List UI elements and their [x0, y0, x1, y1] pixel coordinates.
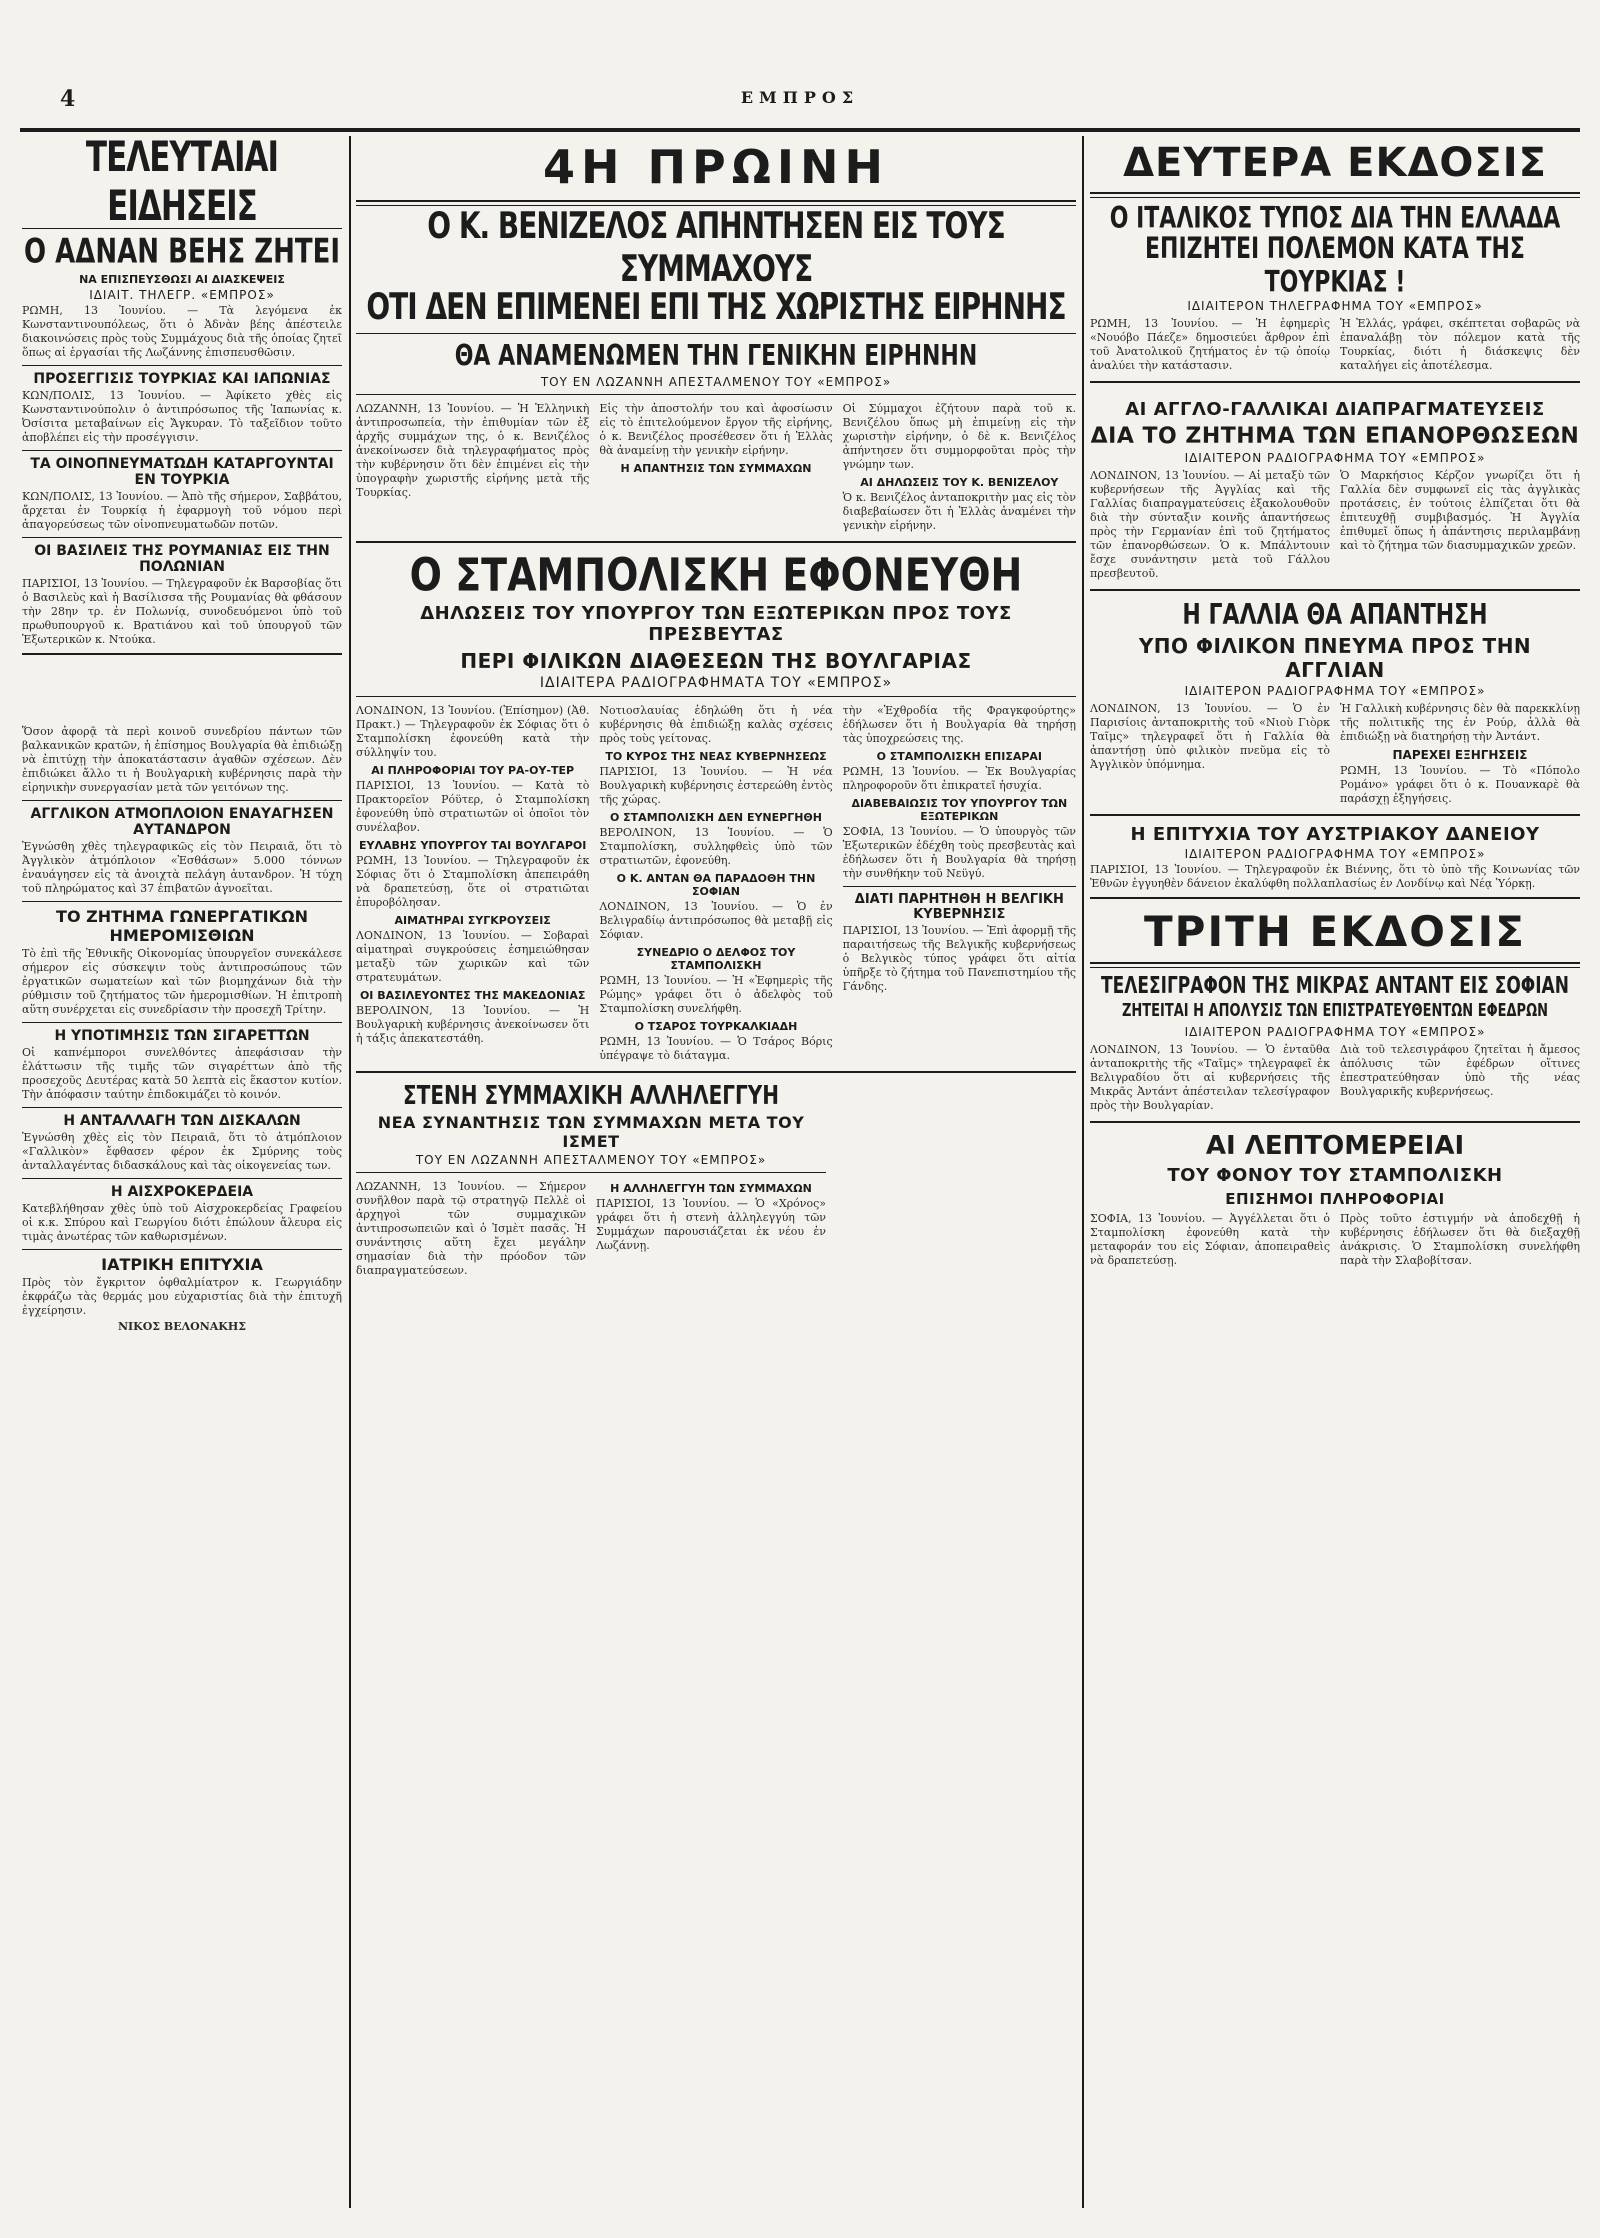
divider: [1090, 1121, 1580, 1123]
top-strip: [20, 86, 1580, 122]
details-text-b: Πρὸς τοῦτο ἐστιγμήν νὰ ἀποδεχθῇ ἡ κυβέρνησις ἐδήλωσεν ὅτι θὰ διεξαχθῇ ἀνάκρισις. Ὁ Σταμπολίσκη συνελήφθη παρὰ τὴν Σλαβοβίτσαν.: [1340, 1212, 1580, 1267]
friendly-spirit-head: ΥΠΟ ΦΙΛΙΚΟΝ ΠΝΕΥΜΑ ΠΡΟΣ ΤΗΝ ΑΓΓΛΙΑΝ: [1138, 634, 1532, 682]
story1-text: ΡΩΜΗ, 13 Ἰουνίου. — Τὰ λεγόμενα ἐκ Κωνσταντινουπόλεως, ὅτι ὁ Ἀδνὰν βέης ἀπέστειλε διακοινώσεις πρὸς τοὺς Συμμάχους διὰ τῆς ὁποίας ζητεῖ ὅπως αἱ ἐργασίαι τῆς Λωζάννης ἐπισπευσθῶσιν.: [22, 304, 342, 359]
stam-text: ΛΟΝΔΙΝΟΝ, 13 Ἰουνίου. — Ὁ ἐν Βελιγραδίῳ ἀντιπρόσωπος θὰ μεταβῇ εἰς Σόφιαν.: [599, 900, 833, 941]
stam-col-1: [356, 702, 589, 1065]
lead-text-c: Οἱ Σύμμαχοι ἐζήτουν παρὰ τοῦ κ. Βενιζέλου ὅπως μὴ ἐπιμείνῃ εἰς τὴν χωριστὴν εἰρήνην, ὁ δὲ κ. Βενιζέλος ἀπήντησεν ὅτι συμμορφοῦται πρὸς τὴν γνώμην των.: [842, 402, 1076, 471]
reparations-text-a: ΛΟΝΔΙΝΟΝ, 13 Ἰουνίου. — Αἱ μεταξὺ τῶν κυβερνήσεων τῆς Ἀγγλίας καὶ τῆς Γαλλίας διαπραγματεύσεις ἐξακολουθοῦν διὰ τὴν σύνταξιν κοινῆς ἀπαντήσεως πρὸς τὴν Γερμανίαν ἐπὶ τοῦ ζητήματος τῶν ἐπανορθώσεων. Ὁ κ. Μπάλντουιν ἔσχε συνάντησιν μετὰ τοῦ Γάλλου πρεσβευτοῦ.: [1090, 469, 1330, 580]
divider: [1090, 897, 1580, 899]
story7-head: Η ΥΠΟΤΙΜΗΣΙΣ ΤΩΝ ΣΙΓΑΡΕΤΤΩΝ: [54, 1028, 310, 1044]
divider: [1090, 381, 1580, 383]
austrian-loan-text: ΠΑΡΙΣΙΟΙ, 13 Ἰουνίου. — Τηλεγραφοῦν ἐκ Βιέννης, ὅτι τὸ ὑπὸ τῆς Κοινωνίας τῶν Ἐθνῶν ἐγγυηθὲν δάνειον ἐκαλύφθη πολλαπλασίως ἐν Λονδίνῳ καὶ Νέᾳ Ὑόρκῃ.: [1090, 863, 1580, 890]
stam-text: ΒΕΡΟΛΙΝΟΝ, 13 Ἰουνίου. — Ἡ Βουλγαρικὴ κυβέρνησις ἀνεκοίνωσεν ὅτι ἡ τάξις ἀπεκατεστάθη.: [356, 1004, 590, 1045]
france-text-c: ΡΩΜΗ, 13 Ἰουνίου. — Τὸ «Πόπολο Ρομάνο» γράφει ὅτι ὁ κ. Πουανκαρὲ θὰ παράσχῃ ἐξηγήσεις.: [1340, 764, 1580, 805]
ultimatum-text-b: Διὰ τοῦ τελεσιγράφου ζητεῖται ἡ ἄμεσος ἀπόλυσις τῶν ἐφέδρων οἵτινες ἐπεστρατεύθησαν ὑπὸ τῆς νέας Βουλγαρικῆς κυβερνήσεως.: [1340, 1043, 1580, 1098]
masthead: ΕΜΠΡΟΣ: [740, 88, 860, 107]
details-head: ΑΙ ΛΕΠΤΟΜΕΡΕΙΑΙ: [1205, 1131, 1465, 1161]
divider: [22, 537, 342, 538]
story9-head: Η ΑΙΣΧΡΟΚΕΡΔΕΙΑ: [110, 1184, 254, 1200]
divider: [22, 1178, 342, 1179]
divider: [356, 394, 1076, 395]
stam-sub: ΑΙ ΠΛΗΡΟΦΟΡΙΑΙ ΤΟΥ ΡΑ-ΟΥ-ΤΕΡ: [371, 764, 575, 777]
reservists-head: ΖΗΤΕΙΤΑΙ Η ΑΠΟΛΥΣΙΣ ΤΩΝ ΕΠΙΣΤΡΑΤΕΥΘΕΝΤΩΝ ΕΦΕΔΡΩΝ: [1121, 1001, 1549, 1022]
story1-sub: ΝΑ ΕΠΙΣΠΕΥΣΘΩΣΙ ΑΙ ΔΙΑΣΚΕΨΕΙΣ: [79, 273, 285, 286]
headline-general-peace: ΘΑ ΑΝΑΜΕΝΩΜΕΝ ΤΗΝ ΓΕΝΙΚΗΝ ΕΙΡΗΝΗΝ: [454, 340, 978, 373]
stam-text: ΡΩΜΗ, 13 Ἰουνίου. — Ἐκ Βουλγαρίας πληροφοροῦν ὅτι ἐπικρατεῖ ἡσυχία.: [842, 765, 1076, 792]
story10-head: ΙΑΤΡΙΚΗ ΕΠΙΤΥΧΙΑ: [101, 1255, 263, 1274]
headline-solidarity: ΣΤΕΝΗ ΣΥΜΜΑΧΙΚΗ ΑΛΛΗΛΕΓΓΥΗ: [403, 1079, 779, 1111]
france-text-b: Ἡ Γαλλικὴ κυβέρνησις δὲν θὰ παρεκκλίνῃ τῆς πολιτικῆς της ἐν Ρούρ, ἀλλὰ θὰ ἐπιδιώξῃ νὰ διατηρήσῃ τὴν Ἀντάντ.: [1340, 702, 1580, 743]
stam-text: ΡΩΜΗ, 13 Ἰουνίου. — Ὁ Τσάρος Βόρις ὑπέγραψε τὸ διάταγμα.: [599, 1035, 833, 1062]
stam-sub: Ο ΣΤΑΜΠΟΛΙΣΚΗ ΔΕΝ ΕΥΝΕΡΓΗΘΗ: [609, 811, 822, 824]
divider: [356, 541, 1076, 543]
divider: [22, 365, 342, 366]
stam-sub: ΔΙΑΤΙ ΠΑΡΗΤΗΘΗ Η ΒΕΛΓΙΚΗ ΚΥΒΕΡΝΗΣΙΣ: [854, 892, 1064, 922]
divider: [1090, 192, 1580, 198]
anglo-french-head: ΑΙ ΑΓΓΛΟ-ΓΑΛΛΙΚΑΙ ΔΙΑΠΡΑΓΜΑΤΕΥΣΕΙΣ: [1125, 399, 1545, 420]
column-rule: [349, 136, 351, 2208]
divider: [22, 901, 342, 902]
story2-text: ΚΩΝ/ΠΟΛΙΣ, 13 Ἰουνίου. — Ἀφίκετο χθὲς εἰς Κωνσταντινούπολιν ὁ ἀντιπρόσωπος τῆς Ἰαπωνίας κ. Ὀσίσιτα μεταβαίνων εἰς Ἄγκυραν. Τὸ ταξεῖδιον τοῦτο ἀποβλέπει εἰς τὴν προσέγγισιν.: [22, 389, 342, 444]
divider: [22, 1249, 342, 1250]
headline-statements: ΔΗΛΩΣΕΙΣ ΤΟΥ ΥΠΟΥΡΓΟΥ ΤΩΝ ΕΞΩΤΕΡΙΚΩΝ ΠΡΟΣ ΤΟΥΣ ΠΡΕΣΒΕΥΤΑΣ: [420, 603, 1012, 645]
stam-text: ΡΩΜΗ, 13 Ἰουνίου. — Τηλεγραφοῦν ἐκ Σόφιας ὅτι ὁ Σταμπολίσκη ἀπεπειράθη νὰ δραπετεύσῃ, ὅτε οἱ στρατιῶται ἐπυροβόλησαν.: [356, 854, 590, 909]
lower-text-b: ΠΑΡΙΣΙΟΙ, 13 Ἰουνίου. — Ὁ «Χρόνος» γράφει ὅτι ἡ στενὴ ἀλληλεγγύη τῶν Συμμάχων παρουσιάζεται ἐκ νέου ἐν Λωζάννῃ.: [596, 1197, 826, 1252]
stam-sub: ΑΙΜΑΤΗΡΑΙ ΣΥΓΚΡΟΥΣΕΙΣ: [394, 914, 551, 927]
lead-sub-a: Η ΑΠΑΝΤΗΣΙΣ ΤΩΝ ΣΥΜΜΑΧΩΝ: [620, 462, 812, 475]
stam-sub: ΟΙ ΒΑΣΙΛΕΥΟΝΤΕΣ ΤΗΣ ΜΑΚΕΔΟΝΙΑΣ: [359, 989, 586, 1002]
stam-sub: ΔΙΑΒΕΒΑΙΩΣΙΣ ΤΟΥ ΥΠΟΥΡΓΟΥ ΤΩΝ ΕΞΩΤΕΡΙΚΩΝ: [851, 797, 1068, 823]
italian-text-b: Ἡ Ἑλλάς, γράφει, σκέπτεται σοβαρῶς νὰ ἐπαναλάβῃ τὸν πόλεμον κατὰ τῆς Τουρκίας, διότι ἡ διάσκεψις δὲν καταλήγει εἰς ἀποτέλεσμα.: [1340, 317, 1580, 372]
story7-text: Οἱ καπνέμποροι συνελθόντες ἀπεφάσισαν τὴν ἐλάττωσιν τῆς τιμῆς τῶν σιγαρέττων ἀπὸ τῆς προσεχοῦς Δευτέρας κατὰ 50 λεπτὰ εἰς ἕκαστον κυτίον. Τὴν ἀπόφασιν ταύτην ἐπιδοκιμάζει τὸ κοινόν.: [22, 1046, 342, 1101]
third-edition-title: ΤΡΙΤΗ ΕΚΔΟΣΙΣ: [1144, 907, 1526, 956]
italian-press-head: Ο ΙΤΑΛΙΚΟΣ ΤΥΠΟΣ ΔΙΑ ΤΗΝ ΕΛΛΑΔΑ: [1109, 201, 1561, 236]
stam-text: ΠΑΡΙΣΙΟΙ, 13 Ἰουνίου. — Ἡ νέα Βουλγαρικὴ κυβέρνησις ἐστερεώθη ἐντὸς τῆς χώρας.: [599, 765, 833, 806]
byline-radiogram: ΙΔΙΑΙΤΕΡΟΝ ΡΑΔΙΟΓΡΑΦΗΜΑ ΤΟΥ «ΕΜΠΡΟΣ»: [1184, 684, 1486, 698]
stam-text: ΠΑΡΙΣΙΟΙ, 13 Ἰουνίου. — Κατὰ τὸ Πρακτορεῖον Ρόϋτερ, ὁ Σταμπολίσκη ἐφονεύθη ὑπὸ στρατιωτῶν οἱ ὁποῖοι τὸν συνέλαβον.: [356, 779, 590, 834]
story6-head: ΤΟ ΖΗΤΗΜΑ ΓΩΝΕΡΓΑΤΙΚΩΝ ΗΜΕΡΟΜΙΣΘΙΩΝ: [56, 907, 308, 945]
lead-text-b: Εἰς τὴν ἀποστολήν του καὶ ἀφοσίωσιν εἰς τὸ ἐπιτελούμενον ἔργον τῆς εἰρήνης, ὁ κ. Βενιζέλος προσέθεσεν ὅτι ἡ Ἑλλὰς θὰ ἀναμείνῃ τὴν γενικὴν εἰρήνην.: [599, 402, 833, 457]
stam-sub: Ο ΣΤΑΜΠΟΛΙΣΚΗ ΕΠΙΣΑΡΑΙ: [876, 750, 1043, 763]
story4-text: ΠΑΡΙΣΙΟΙ, 13 Ἰουνίου. — Τηλεγραφοῦν ἐκ Βαρσοβίας ὅτι ὁ Βασιλεὺς καὶ ἡ Βασίλισσα τῆς Ρουμανίας θὰ φθάσουν τὴν 28ην τρ. ἐν Πολωνίᾳ, συνοδευόμενοι ὑπὸ τοῦ πρωθυπουργοῦ κ. Βρατιάνου καὶ τοῦ ὑπουργοῦ τῶν Ἐξωτερικῶν κ. Ντούκα.: [22, 577, 342, 646]
story1-dateline: ΙΔΙΑΙΤ. ΤΗΛΕΓΡ. «ΕΜΠΡΟΣ»: [89, 288, 275, 302]
divider: [1090, 589, 1580, 591]
byline-radiograms: ΙΔΙΑΙΤΕΡΑ ΡΑΔΙΟΓΡΑΦΗΜΑΤΑ ΤΟΥ «ΕΜΠΡΟΣ»: [539, 675, 893, 691]
byline-lausanne: ΤΟΥ ΕΝ ΛΩΖΑΝΝΗ ΑΠΕΣΤΑΛΜΕΝΟΥ ΤΟΥ «ΕΜΠΡΟΣ»: [540, 375, 892, 389]
divider: [356, 1071, 1076, 1073]
france-text-a: ΛΟΝΔΙΝΟΝ, 13 Ἰουνίου. — Ὁ ἐν Παρισίοις ἀνταποκριτὴς τοῦ «Νιοὺ Γιὸρκ Ταῖμς» τηλεγραφεῖ ὅτι ἡ Γαλλία θὰ ἀπαντήσῃ ὑπὸ φιλικὸν πνεῦμα εἰς τὸ Ἀγγλικὸν ὑπόμνημα.: [1090, 702, 1330, 771]
murder-head: ΤΟΥ ΦΟΝΟΥ ΤΟΥ ΣΤΑΜΠΟΛΙΣΚΗ: [1167, 1165, 1503, 1186]
story5-text: Ἐγνώσθη χθὲς τηλεγραφικῶς εἰς τὸν Πειραιᾶ, ὅτι τὸ Ἀγγλικὸν ἀτμόπλοιον «Ἐσθάσων» 5.000 τόννων ἐναυάγησεν εἰς τὰ ἀνοιχτὰ πελάγη ἀυτανδρον. Ἡ τύχη τοῦ πληρώματος καὶ 37 ἐπιβατῶν ἀγνοεῖται.: [22, 840, 342, 895]
divider: [356, 333, 1076, 334]
divider: [22, 653, 342, 655]
story10-text: Πρὸς τὸν ἔγκριτον ὀφθαλμίατρον κ. Γεωργιάδην ἐκφράζω τὰς θερμάς μου εὐχαριστίας διὰ τὴν ἐπιτυχῆ ἐγχείρησιν.: [22, 1276, 342, 1317]
story3-head: ΤΑ ΟΙΝΟΠΝΕΥΜΑΤΩΔΗ ΚΑΤΑΡΓΟΥΝΤΑΙ ΕΝ ΤΟΥΡΚΙΑ: [30, 456, 334, 488]
details-text-a: ΣΟΦΙΑ, 13 Ἰουνίου. — Ἀγγέλλεται ὅτι ὁ Σταμπολίσκη ἐφονεύθη κατὰ τὴν μεταφοράν του εἰς Σόφιαν, ἀποπειραθεὶς νὰ δραπετεύσῃ.: [1090, 1212, 1330, 1267]
stam-text: ΡΩΜΗ, 13 Ἰουνίου. — Ἡ «Ἐφημερὶς τῆς Ρώμης» γράφει ὅτι ὁ ἀδελφὸς τοῦ Σταμπολίσκη συνελήφθη.: [599, 974, 833, 1015]
stam-col-3: [843, 702, 1076, 1065]
divider: [22, 800, 342, 801]
edition-title: 4Η ΠΡΩΙΝΗ: [543, 140, 889, 194]
byline-lausanne-2: ΤΟΥ ΕΝ ΛΩΖΑΝΝΗ ΑΠΕΣΤΑΛΜΕΝΟΥ ΤΟΥ «ΕΜΠΡΟΣ»: [415, 1153, 767, 1167]
story3-text: ΚΩΝ/ΠΟΛΙΣ, 13 Ἰουνίου. — Ἀπὸ τῆς σήμερον, Σαββάτου, ἄρχεται ἐν Τουρκίᾳ ἡ ἐφαρμογὴ τοῦ νόμου περὶ ἀπαγορεύσεως τῶν οἰνοπνευματωδῶν ποτῶν.: [22, 490, 342, 531]
stam-col-2: [599, 702, 832, 1065]
lead-text-d: Ὁ κ. Βενιζέλος ἀνταποκριτὴν μας εἰς τὸν διαβεβαίωσεν ὅτι ἡ Ἑλλὰς ἀναμένει τὴν γενικὴν εἰρήνην.: [842, 491, 1076, 532]
ultimatum-head: ΤΕΛΕΣΙΓΡΑΦΟΝ ΤΗΣ ΜΙΚΡΑΣ ΑΝΤΑΝΤ ΕΙΣ ΣΟΦΙΑΝ: [1101, 972, 1569, 1000]
lower-sub: Η ΑΛΛΗΛΕΓΓΥΗ ΤΩΝ ΣΥΜΜΑΧΩΝ: [610, 1182, 812, 1195]
story5-head: ΑΓΓΛΙΚΟΝ ΑΤΜΟΠΛΟΙΟΝ ΕΝΑΥΑΓΗΣΕΝ ΑΥΤΑΝΔΡΟΝ: [30, 806, 334, 838]
byline-radiogram: ΙΔΙΑΙΤΕΡΟΝ ΡΑΔΙΟΓΡΑΦΗΜΑ ΤΟΥ «ΕΜΠΡΟΣ»: [1184, 847, 1486, 861]
italian-text-a: ΡΩΜΗ, 13 Ἰουνίου. — Ἡ ἐφημερὶς «Νουόβο Πάεζε» δημοσιεύει ἄρθρον ἐπὶ τοῦ Ἀνατολικοῦ ζητήματος ἐν τῷ ὁποίῳ ἀναλύει τὴν κατάστασιν.: [1090, 317, 1330, 372]
official-info-head: ΕΠΙΣΗΜΟΙ ΠΛΗΡΟΦΟΡΙΑΙ: [1225, 1190, 1445, 1208]
column-rule: [1082, 136, 1084, 2208]
lead-text-a: ΛΩΖΑΝΝΗ, 13 Ἰουνίου. — Ἡ Ἑλληνικὴ ἀντιπροσωπεία, τὴν ἐπιθυμίαν τῶν ἐξ ἀρχῆς συμμάχων της, ὁ κ. Βενιζέλος ἀνεκοίνωσεν διὰ τηλεγραφήματος πρὸς τὴν κυβέρνησιν ὅτι δὲν ἐπιμένει εἰς τὴν ὑπογραφὴν χωριστῆς εἰρήνης μετὰ τῆς Τουρκίας.: [356, 402, 590, 499]
story10-signature: ΝΙΚΟΣ ΒΕΛΟΝΑΚΗΣ: [117, 1320, 247, 1333]
latest-news-title: ΤΕΛΕΥΤΑΙΑΙ ΕΙΔΗΣΕΙΣ: [85, 136, 279, 231]
byline-radiogram: ΙΔΙΑΙΤΕΡΟΝ ΡΑΔΙΟΓΡΑΦΗΜΑ ΤΟΥ «ΕΜΠΡΟΣ»: [1184, 451, 1486, 465]
story2-head: ΠΡΟΣΕΓΓΙΣΙΣ ΤΟΥΡΚΙΑΣ ΚΑΙ ΙΑΠΩΝΙΑΣ: [33, 371, 331, 387]
stam-sub: ΕΥΛΑΒΗΣ ΥΠΟΥΡΓΟΥ ΤΑΙ ΒΟΥΛΓΑΡΟΙ: [359, 839, 587, 852]
column-left: [22, 136, 342, 2208]
stam-sub: ΤΟ ΚΥΡΟΣ ΤΗΣ ΝΕΑΣ ΚΥΒΕΡΝΗΣΕΩΣ: [605, 750, 827, 763]
divider: [843, 886, 1076, 887]
divider: [1090, 962, 1580, 968]
stam-sub: ΣΥΝΕΔΡΙΟ Ο ΔΕΛΦΟΣ ΤΟΥ ΣΤΑΜΠΟΛΙΣΚΗ: [636, 946, 796, 972]
story4-head: ΟΙ ΒΑΣΙΛΕΙΣ ΤΗΣ ΡΟΥΜΑΝΙΑΣ ΕΙΣ ΤΗΝ ΠΟΛΩΝΙΑΝ: [34, 543, 330, 575]
reparations-text-b: Ὁ Μαρκήσιος Κέρζον γνωρίζει ὅτι ἡ Γαλλία δὲν συμφωνεῖ εἰς τὰς ἀγγλικὰς προτάσεις, ἐν τούτοις ἐλπίζεται ὅτι θὰ ἐπιτευχθῇ συμβιβασμός. Ἡ Ἀγγλία ἐπιθυμεῖ ὅπως ἡ ἀπάντησις περιλαμβάνῃ καὶ τὸ ζήτημα τῶν διασυμμαχικῶν χρεῶν.: [1340, 469, 1580, 552]
story8-text: Ἐγνώσθη χθὲς εἰς τὸν Πειραιᾶ, ὅτι τὸ ἀτμόπλοιον «Γαλλικὸν» ἔφθασεν φέρον ἐκ Σμύρνης τοὺς ἀνταλλαγέντας διδασκάλους καὶ τὰς οἰκογενείας των.: [22, 1131, 342, 1172]
top-rule: [20, 128, 1580, 132]
lead-sub-b: ΑΙ ΔΗΛΩΣΕΙΣ ΤΟΥ Κ. ΒΕΝΙΖΕΛΟΥ: [860, 476, 1059, 489]
headline-venizelos: Ο Κ. ΒΕΝΙΖΕΛΟΣ ΑΠΗΝΤΗΣΕΝ ΕΙΣ ΤΟΥΣ ΣΥΜΜΑΧΟΥΣ: [427, 204, 1005, 290]
austrian-loan-head: Η ΕΠΙΤΥΧΙΑ ΤΟΥ ΑΥΣΤΡΙΑΚΟΥ ΔΑΝΕΙΟΥ: [1130, 824, 1540, 845]
headline-bulgaria: ΠΕΡΙ ΦΙΛΙΚΩΝ ΔΙΑΘΕΣΕΩΝ ΤΗΣ ΒΟΥΛΓΑΡΙΑΣ: [460, 649, 972, 673]
divider: [22, 1107, 342, 1108]
divider: [22, 450, 342, 451]
page-number: 4: [60, 86, 76, 112]
opinion-text: Ὅσον ἀφορᾷ τὰ περὶ κοινοῦ συνεδρίου πάντων τῶν βαλκανικῶν κρατῶν, ἡ ἐπίσημος Βουλγαρία θὰ ἐπιδιώξῃ νὰ ἐπιτύχῃ τὴν ἀποκατάστασιν ἀγαθῶν σχέσεων. Δὲν ἐπιδιώκει ἄλλο τι ἡ Βουλγαρικὴ κυβέρνησις παρὰ τὴν εἰρηνικὴν συνεργασίαν μετὰ τῶν γειτόνων της.: [22, 725, 342, 794]
column-right: [1090, 136, 1580, 2208]
divider: [356, 1172, 826, 1173]
byline-telegram: ΙΔΙΑΙΤΕΡΟΝ ΤΗΛΕΓΡΑΦΗΜΑ ΤΟΥ «ΕΜΠΡΟΣ»: [1187, 299, 1483, 313]
headline-separate-peace: ΟΤΙ ΔΕΝ ΕΠΙΜΕΝΕΙ ΕΠΙ ΤΗΣ ΧΩΡΙΣΤΗΣ ΕΙΡΗΝΗΣ: [366, 285, 1066, 328]
stam-sub: Ο ΤΣΑΡΟΣ ΤΟΥΡΚΑΛΚΙΑΔΗ: [634, 1020, 798, 1033]
explanations-sub: ΠΑΡΕΧΕΙ ΕΞΗΓΗΣΕΙΣ: [1392, 748, 1528, 762]
headline-stamboliyski: Ο ΣΤΑΜΠΟΛΙΣΚΗ ΕΦΟΝΕΥΘΗ: [409, 548, 1023, 602]
stam-text: ΠΑΡΙΣΙΟΙ, 13 Ἰουνίου. — Ἐπὶ ἀφορμῇ τῆς παραιτήσεως τῆς Βελγικῆς κυβερνήσεως ὁ Βελγικὸς τύπος γράφει ὅτι αἰτία ὑπῆρξε τὸ ζήτημα τοῦ Πανεπιστημίου τῆς Γάνδης.: [842, 924, 1076, 993]
story6-text: Τὸ ἐπὶ τῆς Ἐθνικῆς Οἰκονομίας ὑπουργεῖον συνεκάλεσε σήμερον εἰς σύσκεψιν τοὺς ἀντιπροσώπους τῶν ἐργατικῶν σωματείων καὶ τῶν βιομηχάνων διὰ τὴν ρύθμισιν τοῦ ζητήματος τῶν ἡμερομισθίων. Ἡ ἐπιτροπὴ αὕτη συνέρχεται εἰς συνεδρίασιν τὴν προσεχῆ Τρίτην.: [22, 947, 342, 1016]
divider: [1090, 814, 1580, 816]
stam-text: Νοτιοσλαυίας ἐδηλώθη ὅτι ἡ νέα κυβέρνησις θὰ ἐπιδιώξῃ καλὰς σχέσεις πρὸς τοὺς γείτονας.: [599, 704, 833, 745]
reparations-head: ΔΙΑ ΤΟ ΖΗΤΗΜΑ ΤΩΝ ΕΠΑΝΟΡΘΩΣΕΩΝ: [1090, 424, 1580, 449]
lead-story: [356, 400, 1076, 535]
second-edition-title: ΔΕΥΤΕΡΑ ΕΚΔΟΣΙΣ: [1123, 140, 1547, 186]
stam-sub: Ο Κ. ΑΝΤΑΝ ΘΑ ΠΑΡΑΔΟΘΗ ΤΗΝ ΣΟΦΙΑΝ: [616, 872, 816, 898]
stam-text: ΣΟΦΙΑ, 13 Ἰουνίου. — Ὁ ὑπουργὸς τῶν Ἐξωτερικῶν ἐδέχθη τοὺς πρεσβευτὰς καὶ ἐδήλωσεν ὅτι ἡ Βουλγαρία θὰ τηρήσῃ τὴν συνθήκην τοῦ Νεϋγύ.: [842, 825, 1076, 880]
story8-head: Η ΑΝΤΑΛΛΑΓΗ ΤΩΝ ΔΙΣΚΑΛΩΝ: [63, 1113, 301, 1129]
divider: [22, 1022, 342, 1023]
divider: [356, 696, 1076, 697]
war-turkey-head: ΕΠΙΖΗΤΕΙ ΠΟΛΕΜΟΝ ΚΑΤΑ ΤΗΣ ΤΟΥΡΚΙΑΣ !: [1145, 232, 1525, 300]
stamboliyski-story: [356, 702, 1076, 1065]
lower-story: [356, 1079, 826, 1280]
story9-text: Κατεβλήθησαν χθὲς ὑπὸ τοῦ Αἰσχροκερδείας Γραφείου οἱ κ.κ. Σπύρου καὶ Γεωργίου διότι ἐπώλουν ἄλευρα εἰς τιμὰς ἀνωτέρας τῶν καθωρισμένων.: [22, 1202, 342, 1243]
ultimatum-text-a: ΛΟΝΔΙΝΟΝ, 13 Ἰουνίου. — Ὁ ἐνταῦθα ἀνταποκριτὴς τῆς «Ταῖμς» τηλεγραφεῖ ἐκ Βελιγραδίου ὅτι αἱ κυβερνήσεις τῆς Μικρᾶς Ἀντάντ ἀπέστειλαν τελεσίγραφον πρὸς τὴν Βουλγαρίαν.: [1090, 1043, 1330, 1112]
headline-ismet: ΝΕΑ ΣΥΝΑΝΤΗΣΙΣ ΤΩΝ ΣΥΜΜΑΧΩΝ ΜΕΤΑ ΤΟΥ ΙΣΜΕΤ: [377, 1113, 805, 1151]
story1-head: Ο ΑΔΝΑΝ ΒΕΗΣ ΖΗΤΕΙ: [23, 232, 341, 272]
stam-text: ΒΕΡΟΛΙΝΟΝ, 13 Ἰουνίου. — Ὁ Σταμπολίσκη, συλληφθεὶς ὑπὸ τῶν στρατιωτῶν, ἐφονεύθη.: [599, 826, 833, 867]
byline-radiogram: ΙΔΙΑΙΤΕΡΟΝ ΡΑΔΙΟΓΡΑΦΗΜΑ ΤΟΥ «ΕΜΠΡΟΣ»: [1184, 1025, 1486, 1039]
lower-text-a: ΛΩΖΑΝΝΗ, 13 Ἰουνίου. — Σήμερον συνῆλθον παρὰ τῷ στρατηγῷ Πελλὲ οἱ ἀρχηγοὶ τῶν συμμαχικῶν ἀντιπροσωπειῶν καὶ ὁ Ἰσμὲτ πασᾶς. Ἡ συνάντησις αὕτη ἔχει μεγάλην σημασίαν διὰ τὴν πρόοδον τῶν διαπραγματεύσεων.: [356, 1180, 586, 1277]
column-main: [356, 136, 1076, 2208]
stam-text: ΛΟΝΔΙΝΟΝ, 13 Ἰουνίου. — Σοβαραὶ αἱματηραὶ συγκρούσεις ἐσημειώθησαν μεταξὺ τῶν χωρικῶν καὶ τῶν στρατευμάτων.: [356, 929, 590, 984]
france-reply-head: Η ΓΑΛΛΙΑ ΘΑ ΑΠΑΝΤΗΣΗ: [1182, 599, 1488, 632]
stam-text: τὴν «Ἐχθροδία τῆς Φραγκφούρτης» ἐδήλωσεν ὅτι ἡ Βουλγαρία θὰ τηρήσῃ τὰς ὑποχρεώσεις της.: [842, 704, 1076, 745]
stam-text: ΛΟΝΔΙΝΟΝ, 13 Ἰουνίου. (Ἐπίσημον) (Ἀθ. Πρακτ.) — Τηλεγραφοῦν ἐκ Σόφιας ὅτι ὁ Σταμπολίσκη ἐφονεύθη κατὰ τὴν σύλληψίν του.: [356, 704, 590, 759]
